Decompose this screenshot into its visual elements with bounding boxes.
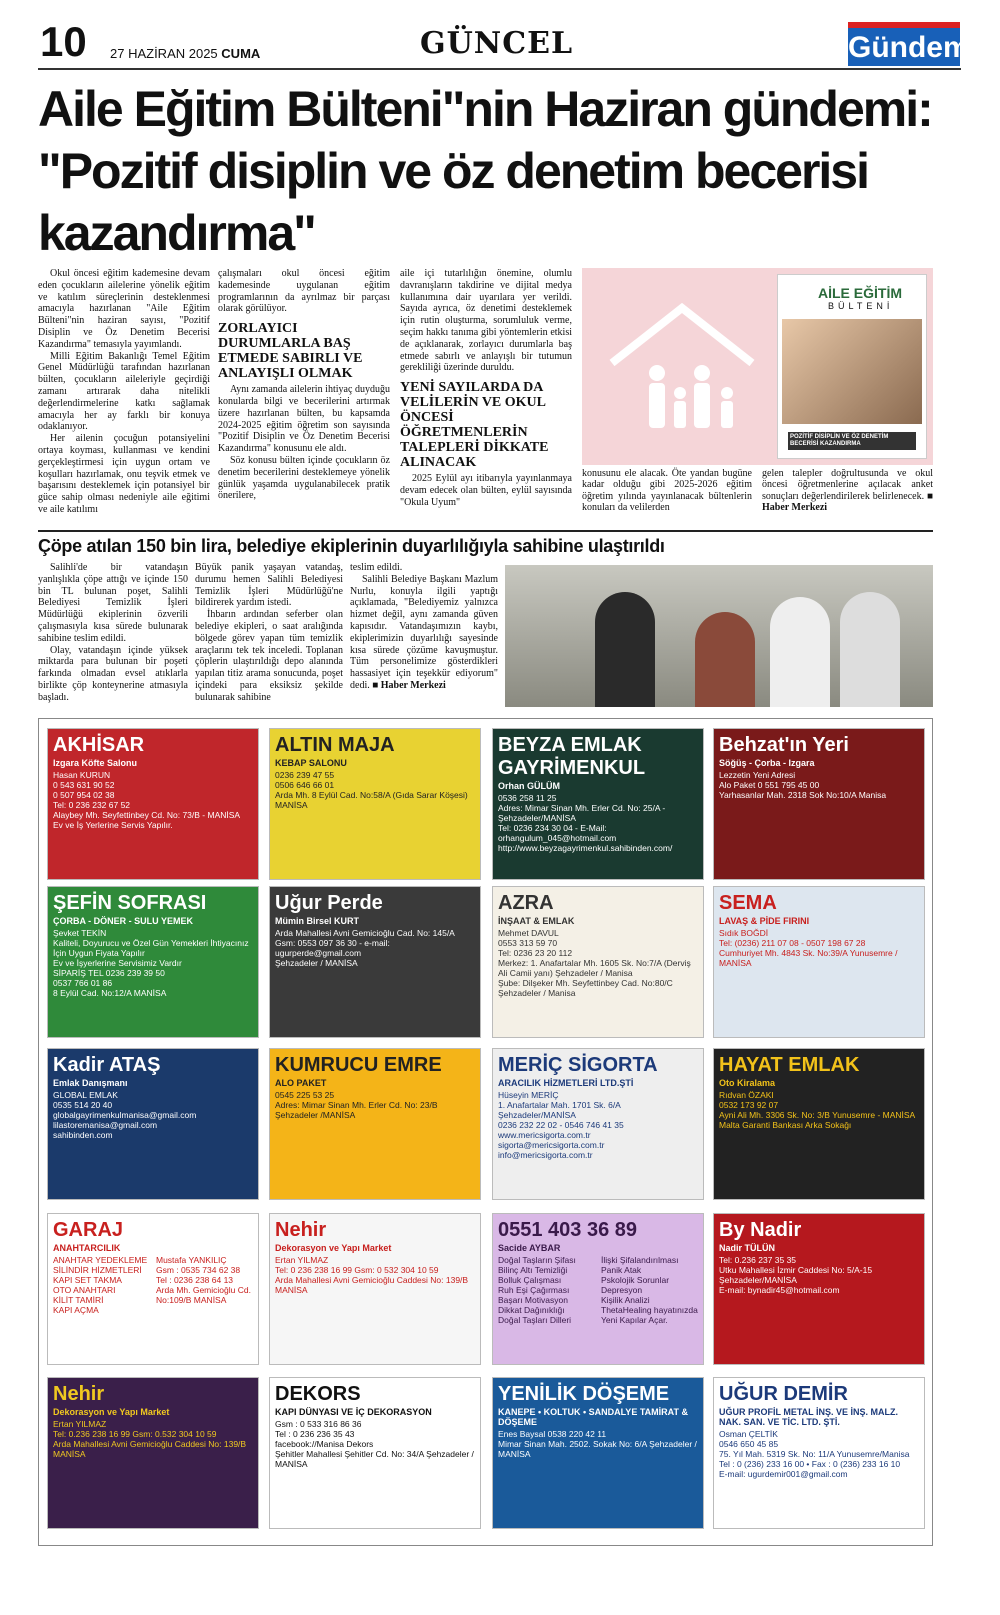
ad-subtitle: ANAHTARCILIK	[53, 1243, 121, 1253]
ad-title: ŞEFİN SOFRASI	[53, 892, 207, 914]
ad-title: By Nadir	[719, 1219, 802, 1241]
ad-line: Mimar Sinan Mah. 2502. Sokak No: 6/A Şehzadeler / MANİSA	[498, 1439, 697, 1459]
article2-column-2	[195, 562, 343, 704]
day-text: CUMA	[221, 46, 261, 61]
ad-line: E-mail: ugurdemir001@gmail.com	[719, 1469, 848, 1479]
paragraph: Salihli'de bir vatandaşın yanlışlıkla çöpe attığı ve içinde 150 bin TL bulunan poşet, Salihli Belediyesi Temizlik İşleri Müdürlüğü ekiplerinin özverili çalışmasıyla kısa sürede bulunarak sahibine teslim edildi.	[38, 562, 188, 644]
ad-line: Tel : 0236 238 64 13	[156, 1275, 234, 1285]
ad-lines	[275, 1419, 475, 1469]
ad-lines	[719, 1429, 919, 1479]
ad-line: 0537 766 01 86	[53, 978, 113, 988]
ad-lines	[275, 770, 475, 810]
ad-line: Osman ÇELTİK	[719, 1429, 778, 1439]
ad-line: Adres: Mimar Sinan Mh. Erler Cd. No: 23/B Şehzadeler /MANİSA	[275, 1100, 438, 1120]
ad-line: 0 543 631 90 52	[53, 780, 115, 790]
ad-line: Ev ve İş Yerlerine Servis Yapılır.	[53, 820, 173, 830]
ad-line: Kaliteli, Doyurucu ve Özel Gün Yemekleri İhtiyacınız İçin Uygun Fiyata Yapılır	[53, 938, 249, 958]
ad-subtitle: Oto Kiralama	[719, 1078, 776, 1088]
ad-line: 8 Eylül Cad. No:12/A MANİSA	[53, 988, 167, 998]
ad-line: KAPI AÇMA	[53, 1305, 99, 1315]
family-house-icon	[602, 293, 762, 443]
advertisement	[269, 728, 481, 880]
ad-line: Merkez: 1. Anafartalar Mh. 1605 Sk. No:7/A (Derviş Ali Camii yanı) Şehzadeler / Manisa	[498, 958, 691, 978]
ad-line: GLOBAL EMLAK	[53, 1090, 118, 1100]
paragraph: Milli Eğitim Bakanlığı Temel Eğitim Genel Müdürlüğü tarafından hazırlanan bülten, çocukların aileleriyle geçirdiği zamanı artırarak daha nitelikli değerlendirmelerine katkı sağlamak amacıyla her ay farklı bir konuya odaklanıyor.	[38, 350, 210, 433]
ad-line: http://www.beyzagayrimenkul.sahibinden.com/	[498, 843, 673, 853]
ad-line: Tel: 0 236 232 67 52	[53, 800, 131, 810]
ad-line: sigorta@mericsigorta.com.tr	[498, 1140, 605, 1150]
ad-line: facebook://Manisa Dekors	[275, 1439, 374, 1449]
ad-line: Rıdvan ÖZAKI	[719, 1090, 774, 1100]
advertisement	[47, 886, 259, 1038]
ad-title: KUMRUCU EMRE	[275, 1054, 442, 1076]
ad-line: Tel: 0.236 238 16 99 Gsm: 0.532 304 10 59	[53, 1429, 217, 1439]
advertisement	[47, 1048, 259, 1200]
section-title: GÜNCEL	[420, 26, 574, 61]
ad-lines	[498, 928, 698, 998]
ad-line: www.mericsigorta.com.tr	[498, 1130, 591, 1140]
ad-subtitle: Söğüş - Çorba - Izgara	[719, 758, 815, 768]
paragraph	[762, 468, 933, 514]
paragraph: Büyük panik yaşayan vatandaş, durumu hemen Salihli Belediyesi Temizlik İşleri Müdürlüğü'ne bildirerek yardım istedi.	[195, 562, 343, 609]
ad-line: 0546 650 45 85	[719, 1439, 779, 1449]
advertisement	[47, 1213, 259, 1365]
ad-line: 0506 646 66 01	[275, 780, 335, 790]
ad-line: Cumhuriyet Mh. 4843 Sk. No:39/A Yunusemre / MANİSA	[719, 948, 898, 968]
ad-line: ThetaHealing hayatınızda Yeni Kapılar Açar.	[601, 1305, 698, 1325]
advertisement	[713, 1048, 925, 1200]
ad-title: SEMA	[719, 892, 777, 914]
paragraph: konusunu ele alacak. Öte yandan bugüne kadar olduğu gibi 2025-2026 eğitim öğretim yılında yayınlanacak bültenlerin konuları da velilerden	[582, 468, 752, 514]
ad-lines	[498, 1090, 698, 1160]
article-column-5	[762, 468, 933, 514]
ad-line: KAPI SET TAKMA	[53, 1275, 122, 1285]
ad-title: Behzat'ın Yeri	[719, 734, 849, 756]
ad-line: Malta Garanti Bankası Arka Sokağı	[719, 1120, 852, 1130]
ad-line: Mehmet DAVUL	[498, 928, 559, 938]
ad-line: 0532 173 92 07	[719, 1100, 779, 1110]
advertisement	[269, 1048, 481, 1200]
ad-line: Gsm : 0 533 316 86 36	[275, 1419, 362, 1429]
ad-line: ANAHTAR YEDEKLEME	[53, 1255, 148, 1265]
ad-title: YENİLİK DÖŞEME	[498, 1383, 670, 1405]
main-headline: Aile Eğitim Bülteni"nin Haziran gündemi: "Pozitif disiplin ve öz denetim becerisi kazandırma"	[38, 81, 932, 261]
ad-line: Şehzadeler / MANİSA	[275, 958, 358, 968]
ad-line: Tel: 0236 234 30 04 - E-Mail: orhangulum_045@hotmail.com	[498, 823, 617, 843]
paragraph: teslim edildi.	[350, 562, 403, 573]
ad-line: Arda Mh. 8 Eylül Cad. No:58/A (Gıda Sarar Köşesi) MANİSA	[275, 790, 468, 810]
ad-line: Hüseyin MERİÇ	[498, 1090, 559, 1100]
ad-line: 0553 313 59 70	[498, 938, 558, 948]
ad-lines	[719, 928, 919, 968]
advertisement	[47, 728, 259, 880]
ad-line: Arda Mahallesi Avni Gemicioğlu Caddesi No: 139/B MANİSA	[53, 1439, 247, 1459]
page-number: 10	[40, 18, 87, 65]
paragraph-text: gelen talepler doğrultusunda ve okul öncesi öğretmenlerine açılacak anket sonuçları değerlendirilerek belirlenecek.	[762, 468, 933, 502]
ad-line: OTO ANAHTARI	[53, 1285, 116, 1295]
ad-lines	[53, 928, 253, 998]
ad-lines	[53, 1419, 253, 1459]
ad-line: Doğal Taşların Şifası	[498, 1255, 576, 1265]
ad-subtitle: Emlak Danışmanı	[53, 1078, 128, 1088]
ad-title: 0551 403 36 89	[498, 1219, 638, 1241]
ad-title: Nehir	[53, 1383, 105, 1405]
ad-lines	[719, 770, 919, 800]
advertisement	[269, 1377, 481, 1529]
ad-line: SİLİNDİR HİZMETLERİ	[53, 1265, 142, 1275]
ad-subtitle: KAPI DÜNYASI VE İÇ DEKORASYON	[275, 1407, 432, 1417]
byline: ■ Haber Merkezi	[762, 490, 934, 514]
ad-line: Gsm : 0535 734 62 38	[156, 1265, 241, 1275]
ad-title: ALTIN MAJA	[275, 734, 395, 756]
ad-line: Ertan YILMAZ	[275, 1255, 329, 1265]
ad-line: Tel: (0236) 211 07 08 - 0507 198 67 28	[719, 938, 866, 948]
ad-lines	[498, 1429, 698, 1459]
ad-lines	[53, 1090, 253, 1140]
bulletin-title: AİLE EĞİTİM	[818, 285, 902, 301]
paragraph: Her ailenin çocuğun potansiyelini ortaya koyması, kullanması ve kendini gerçekleştirmesi için uygun ortam ve koşulları hazırlamak, onu teşvik etmek ve başarısını desteklemek için potansiyel bir güce sahip olması nedeniyle aile eğitimi ve aile katılımı	[38, 433, 210, 515]
advertisement	[713, 1377, 925, 1529]
ad-lines	[719, 1090, 919, 1130]
ad-lines	[53, 770, 253, 830]
ad-line: Alaybey Mh. Seyfettinbey Cd. No: 73/B - MANİSA	[53, 810, 241, 820]
ad-line: SİPARİŞ TEL 0236 239 39 50	[53, 968, 165, 978]
ad-line: Tel : 0 236 236 35 43	[275, 1429, 355, 1439]
photo-person	[770, 597, 830, 707]
ad-line: Ruh Eşi Çağırması	[498, 1285, 570, 1295]
photo-person	[595, 592, 655, 707]
advertisement	[492, 1048, 704, 1200]
ad-title: UĞUR DEMİR	[719, 1383, 848, 1405]
advertisement	[713, 728, 925, 880]
ad-line: KİLİT TAMİRİ	[53, 1295, 104, 1305]
ad-title: GARAJ	[53, 1219, 124, 1241]
advertisement	[492, 1213, 704, 1365]
ad-title: Nehir	[275, 1219, 327, 1241]
ad-line: Ertan YILMAZ	[53, 1419, 107, 1429]
subheading: ZORLAYICI DURUMLARLA BAŞ ETMEDE SABIRLI VE ANLAYIŞLI OLMAK	[218, 321, 363, 382]
ad-subtitle: Dekorasyon ve Yapı Market	[275, 1243, 392, 1253]
ad-line: Bolluk Çalışması	[498, 1275, 562, 1285]
subheading: YENİ SAYILARDA DA VELİLERİN VE OKUL ÖNCESİ ÖĞRETMENLERİN TALEPLERİ DİKKATE ALINACAK	[400, 380, 549, 471]
article2-column-1	[38, 562, 188, 704]
ad-line: Ayni Ali Mh. 3306 Sk. No: 3/B Yunusemre - MANİSA	[719, 1110, 916, 1120]
ad-line: Tel: 0.236 237 35 35	[719, 1255, 797, 1265]
advertisement	[47, 1377, 259, 1529]
ad-line: Şehitler Mahallesi Şehitler Cd. No: 34/A Şehzadeler / MANİSA	[275, 1449, 474, 1469]
ad-line: Panik Atak	[601, 1265, 642, 1275]
ad-line: Alo Paket 0 551 795 45 00	[719, 780, 820, 790]
ad-lines	[498, 1255, 698, 1325]
ad-line: 0536 258 11 25	[498, 793, 557, 803]
ad-subtitle: Orhan GÜLÜM	[498, 781, 560, 791]
ad-line: Ev ve İşyerlerine Servisimiz Vardır	[53, 958, 182, 968]
ad-subtitle: Sacide AYBAR	[498, 1243, 561, 1253]
ad-line: Enes Baysal 0538 220 42 11	[498, 1429, 607, 1439]
ad-line: globalgayrimenkulmanisa@gmail.com	[53, 1110, 197, 1120]
ad-subtitle: KEBAP SALONU	[275, 758, 347, 768]
advertisement	[269, 886, 481, 1038]
ad-title: AZRA	[498, 892, 554, 914]
ad-line: 1. Anafartalar Mah. 1701 Sk. 6/A Şehzadeler/MANİSA	[498, 1100, 621, 1120]
ad-subtitle: Izgara Köfte Salonu	[53, 758, 138, 768]
advertisement	[269, 1213, 481, 1365]
bulletin-subtitle: BÜLTENİ	[828, 301, 894, 311]
ad-line: Arda Mahallesi Avni Gemicioğlu Cad. No: 145/A	[275, 928, 455, 938]
ad-line: Doğal Taşları Dilleri	[498, 1315, 572, 1325]
ad-lines	[719, 1255, 919, 1295]
news-photo	[505, 565, 933, 707]
ad-line: Tel: 0236 23 20 112	[498, 948, 573, 958]
ad-lines	[275, 1255, 475, 1295]
ad-line: Dikkat Dağınıklığı	[498, 1305, 565, 1315]
paragraph: Okul öncesi eğitim kademesine devam eden çocukların ailelerine yönelik eğitim ve katılım süreçlerinin desteklenmesi amacıyla hazırlanan "Aile Eğitim Bülteni"nin haziran sayısı, "Pozitif Disiplin ve Öz Denetim Becerisi Kazandırma" temasıyla yayımlandı.	[38, 268, 210, 350]
article-column-2	[218, 268, 390, 502]
advertisement	[492, 886, 704, 1038]
ad-title: HAYAT EMLAK	[719, 1054, 860, 1076]
ad-line: Tel : 0 (236) 233 16 00 • Fax : 0 (236) 233 16 10	[719, 1459, 901, 1469]
ad-line: 75. Yıl Mah. 5319 Sk. No: 11/A Yunusemre/Manisa	[719, 1449, 910, 1459]
ad-line: Arda Mahallesi Avni Gemicioğlu Caddesi No: 139/B MANİSA	[275, 1275, 469, 1295]
second-headline: Çöpe atılan 150 bin lira, belediye ekiplerinin duyarlılığıyla sahibine ulaştırıldı	[38, 536, 665, 556]
ad-line: 0 507 954 02 38	[53, 790, 115, 800]
article-divider	[38, 530, 933, 532]
ad-line: Tel: 0 236 238 16 99 Gsm: 0 532 304 10 59	[275, 1265, 439, 1275]
ad-line: Bilinç Altı Temizliği	[498, 1265, 568, 1275]
bulletin-cover	[777, 274, 927, 459]
ad-title: Kadir ATAŞ	[53, 1054, 161, 1076]
advertisement	[492, 1377, 704, 1529]
ad-title: AKHİSAR	[53, 734, 145, 756]
paragraph: İhbarın ardından seferber olan belediye ekipleri, o saat aralığında bölgede görev yapan tüm temizlik araçlarını tek tek inceledi. Toplanan çöplerin ulaştırıldığı depo alanında yapılan titiz arama sonucunda, poşet içindeki para eksiksiz şekilde bulunarak sahibine	[195, 609, 343, 703]
ad-subtitle: Dekorasyon ve Yapı Market	[53, 1407, 170, 1417]
advertisement	[492, 728, 704, 880]
header-divider	[38, 68, 961, 70]
ad-subtitle: LAVAŞ & PİDE FIRINI	[719, 916, 810, 926]
ad-line: 0545 225 53 25	[275, 1090, 335, 1100]
paragraph	[350, 574, 498, 692]
ad-line: E-mail: bynadir45@hotmail.com	[719, 1285, 840, 1295]
ad-lines	[275, 1090, 475, 1120]
ad-title: MERİÇ SİGORTA	[498, 1054, 658, 1076]
ad-line: info@mericsigorta.com.tr	[498, 1150, 593, 1160]
ad-line: Utku Mahallesi İzmir Caddesi No: 5/A-15 Şehzadeler/MANİSA	[719, 1265, 873, 1285]
ad-line: 0535 514 20 40	[53, 1100, 113, 1110]
byline: ■ Haber Merkezi	[372, 679, 446, 691]
ad-line: Başarı Motivasyon	[498, 1295, 568, 1305]
ad-subtitle: UĞUR PROFİL METAL İNŞ. VE İNŞ. MALZ. NAK. SAN. VE TİC. LTD. ŞTİ.	[719, 1407, 899, 1427]
ad-lines	[275, 928, 475, 968]
ad-line: 0236 232 22 02 - 0546 746 41 35	[498, 1120, 624, 1130]
ad-subtitle: Nadir TÜLÜN	[719, 1243, 775, 1253]
ad-line: Şevket TEKİN	[53, 928, 107, 938]
date-text: 27 HAZİRAN 2025	[110, 46, 218, 61]
article2-column-3	[350, 562, 498, 692]
article-column-4	[582, 468, 752, 514]
paragraph-text: Salihli Belediye Başkanı Mazlum Nurlu, konuyla ilgili yaptığı açıklamada, "Belediyemiz yalnızca hizmet değil, aynı zamanda güven kapısıdır. Vatandaşımızın kaybı, ekiplerimizin duyarlılığı sayesinde kısa sürede çözüme kavuşmuştur. Tüm personelimize gösterdikleri hassasiyet için teşekkür ediyorum" dedi.	[350, 573, 498, 691]
advertisement	[713, 886, 925, 1038]
ad-line: 0236 239 47 55	[275, 770, 335, 780]
ad-title: DEKORS	[275, 1383, 361, 1405]
ad-line: Arda Mh. Gemicioğlu Cd. No:109/B MANİSA	[156, 1285, 251, 1305]
ad-line: Şube: Dilşeker Mh. Seyfettinbey Cad. No:80/C Şehzadeler / Manisa	[498, 978, 673, 998]
photo-person	[840, 592, 900, 707]
ad-line: Pskolojik Sorunlar	[601, 1275, 670, 1285]
ad-subtitle: ALO PAKET	[275, 1078, 327, 1088]
newspaper-logo: Gündem	[848, 22, 960, 66]
ad-line: Depresyon	[601, 1285, 643, 1295]
ad-line: Mustafa YANKILIÇ	[156, 1255, 227, 1265]
ad-line: Hasan KURUN	[53, 770, 111, 780]
ad-title: BEYZA EMLAK GAYRİMENKUL	[498, 734, 646, 779]
paragraph: Aynı zamanda ailelerin ihtiyaç duyduğu konularda bilgi ve becerilerini artırmak üzere hazırlanan bülten, bu kapsamda 2024-2025 eğitim öğretim son sayısında "Pozitif Disiplin ve Öz Denetim Becerisi Kazandırma" konusunu ele aldı.	[218, 384, 390, 455]
ad-line: Kişilik Analizi	[601, 1295, 650, 1305]
paragraph: aile içi tutarlılığın önemine, olumlu davranışların takdirine ve dijital medya kullanımına dair uyarılara yer verildi. Sayıda ayrıca, öz denetimi desteklemek için rutin oluşturma, sorumluluk verme, seçim hakkı tanıma gibi yöntemlerin etkisi de açıklanarak, zorlayıcı durumlarla baş etmede sabırlı ve anlayışlı bir tutumun gerekliliği üzerinde duruldu.	[400, 268, 572, 374]
paragraph: 2025 Eylül ayı itibarıyla yayınlanmaya devam edecek olan bülten, eylül sayısında "Okula Uyum"	[400, 473, 572, 508]
ad-lines	[498, 793, 698, 853]
ad-line: sahibinden.com	[53, 1130, 113, 1140]
article-column-1	[38, 268, 210, 516]
paragraph: Olay, vatandaşın içinde yüksek miktarda para bulunan bir poşeti farkında olmadan evsel atıklarla birlikte çöp konteynerine atmasıyla başladı.	[38, 644, 188, 703]
ad-line: İlişki Şifalandırılması	[601, 1255, 679, 1265]
bulletin-caption: POZİTİF DİSİPLİN VE ÖZ DENETİM BECERİSİ KAZANDIRMA	[788, 432, 916, 450]
article-column-3	[400, 268, 572, 509]
advertisement	[713, 1213, 925, 1365]
ad-lines	[53, 1255, 253, 1315]
ad-line: Yarhasanlar Mah. 2318 Sok No:10/A Manisa	[719, 790, 887, 800]
ad-subtitle: İNŞAAT & EMLAK	[498, 916, 575, 926]
ad-subtitle: ÇORBA - DÖNER - SULU YEMEK	[53, 916, 194, 926]
ad-line: Gsm: 0553 097 36 30 - e-mail: ugurperde@gmail.com	[275, 938, 390, 958]
ad-line: Sıdık BOĞDİ	[719, 928, 769, 938]
ad-line: Adres: Mimar Sinan Mh. Erler Cd. No: 25/A - Şehzadeler/MANİSA	[498, 803, 666, 823]
photo-person	[695, 612, 755, 707]
ad-subtitle: KANEPE • KOLTUK • SANDALYE TAMİRAT & DÖŞEME	[498, 1407, 688, 1427]
paragraph: çalışmaları okul öncesi eğitim kademesinde uygulanan eğitim programlarının da ayrılmaz bir parçası olarak görülüyor.	[218, 268, 390, 315]
ad-line: Lezzetin Yeni Adresi	[719, 770, 796, 780]
ad-subtitle: Mümin Birsel KURT	[275, 916, 360, 926]
ad-line: lilastoremanisa@gmail.com	[53, 1120, 158, 1130]
paragraph: Söz konusu bülten içinde çocukların öz denetim becerilerini desteklemeye yönelik günlük yaşamda uygulanabilecek pratik önerilere,	[218, 454, 390, 502]
issue-date	[110, 46, 260, 61]
bulletin-image	[582, 268, 933, 465]
bulletin-photo	[782, 319, 922, 424]
ad-subtitle: ARACILIK HİZMETLERİ LTD.ŞTİ	[498, 1078, 634, 1088]
ad-title: Uğur Perde	[275, 892, 383, 914]
